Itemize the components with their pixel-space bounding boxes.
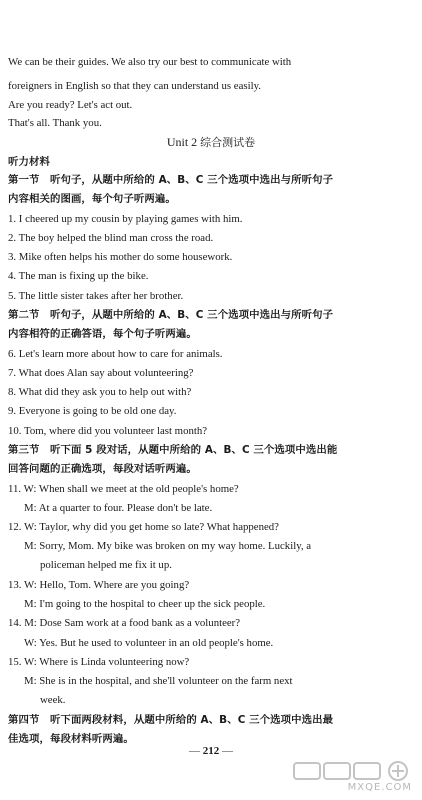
section2-instruction: 第二节 听句子，从题中所给的 A、B、C 三个选项中选出与所听句子 <box>8 309 334 321</box>
page-number: — 212 — <box>189 745 233 757</box>
dialogue-line: M: Sorry, Mom. My bike was broken on my way home. Luckily, a <box>24 540 312 552</box>
text-line: We can be their guides. We also try our best to communicate with <box>8 56 292 68</box>
list-item: 10. Tom, where did you volunteer last month? <box>8 425 208 437</box>
list-item: 7. What does Alan say about volunteering? <box>8 367 194 379</box>
dialogue-line: M: I'm going to the hospital to cheer up the sick people. <box>24 598 266 610</box>
section3-instruction: 第三节 听下面 5 段对话，从题中所给的 A、B、C 三个选项中选出能 <box>8 444 338 456</box>
watermark-url: MXQE.COM <box>347 782 412 793</box>
section3-instruction: 回答问题的正确选项，每段对话听两遍。 <box>8 463 197 475</box>
list-item: 5. The little sister takes after her brother. <box>8 290 184 302</box>
watermark-logo-icon <box>286 760 416 782</box>
dialogue-line: 11. W: When shall we meet at the old people's home? <box>8 483 239 495</box>
dialogue-line: M: She is in the hospital, and she'll volunteer on the farm next <box>24 675 293 687</box>
text-line: That's all. Thank you. <box>8 117 102 129</box>
list-item: 6. Let's learn more about how to care for animals. <box>8 348 223 360</box>
text-line: foreigners in English so that they can understand us easily. <box>8 80 261 92</box>
title-cn: 综合测试卷 <box>200 136 256 149</box>
listening-heading: 听力材料 <box>8 156 50 168</box>
watermark <box>286 760 416 796</box>
dialogue-line: 13. W: Hello, Tom. Where are you going? <box>8 579 190 591</box>
section1-instruction: 内容相关的图画，每个句子听两遍。 <box>8 193 176 205</box>
dialogue-line: 12. W: Taylor, why did you get home so late? What happened? <box>8 521 279 533</box>
dialogue-line: 15. W: Where is Linda volunteering now? <box>8 656 190 668</box>
section4-instruction: 佳选项，每段材料听两遍。 <box>8 733 134 745</box>
section-title <box>0 134 422 151</box>
dialogue-line: week. <box>40 694 66 706</box>
dialogue-line: M: At a quarter to four. Please don't be late. <box>24 502 213 514</box>
list-item: 9. Everyone is going to be old one day. <box>8 405 177 417</box>
dialogue-line: policeman helped me fix it up. <box>40 559 172 571</box>
list-item: 3. Mike often helps his mother do some housework. <box>8 251 233 263</box>
dialogue-line: 14. M: Dose Sam work at a food bank as a volunteer? <box>8 617 241 629</box>
list-item: 1. I cheered up my cousin by playing games with him. <box>8 213 243 225</box>
text-line: Are you ready? Let's act out. <box>8 99 133 111</box>
section1-instruction: 第一节 听句子，从题中所给的 A、B、C 三个选项中选出与所听句子 <box>8 174 334 186</box>
section4-instruction: 第四节 听下面两段材料，从题中所给的 A、B、C 三个选项中选出最 <box>8 714 334 726</box>
section2-instruction: 内容相符的正确答语，每个句子听两遍。 <box>8 328 197 340</box>
dialogue-line: W: Yes. But he used to volunteer in an old people's home. <box>24 637 274 649</box>
page-number-value: 212 <box>202 745 220 757</box>
title-en: Unit 2 <box>166 135 201 149</box>
list-item: 4. The man is fixing up the bike. <box>8 270 149 282</box>
list-item: 8. What did they ask you to help out with? <box>8 386 192 398</box>
list-item: 2. The boy helped the blind man cross the road. <box>8 232 214 244</box>
